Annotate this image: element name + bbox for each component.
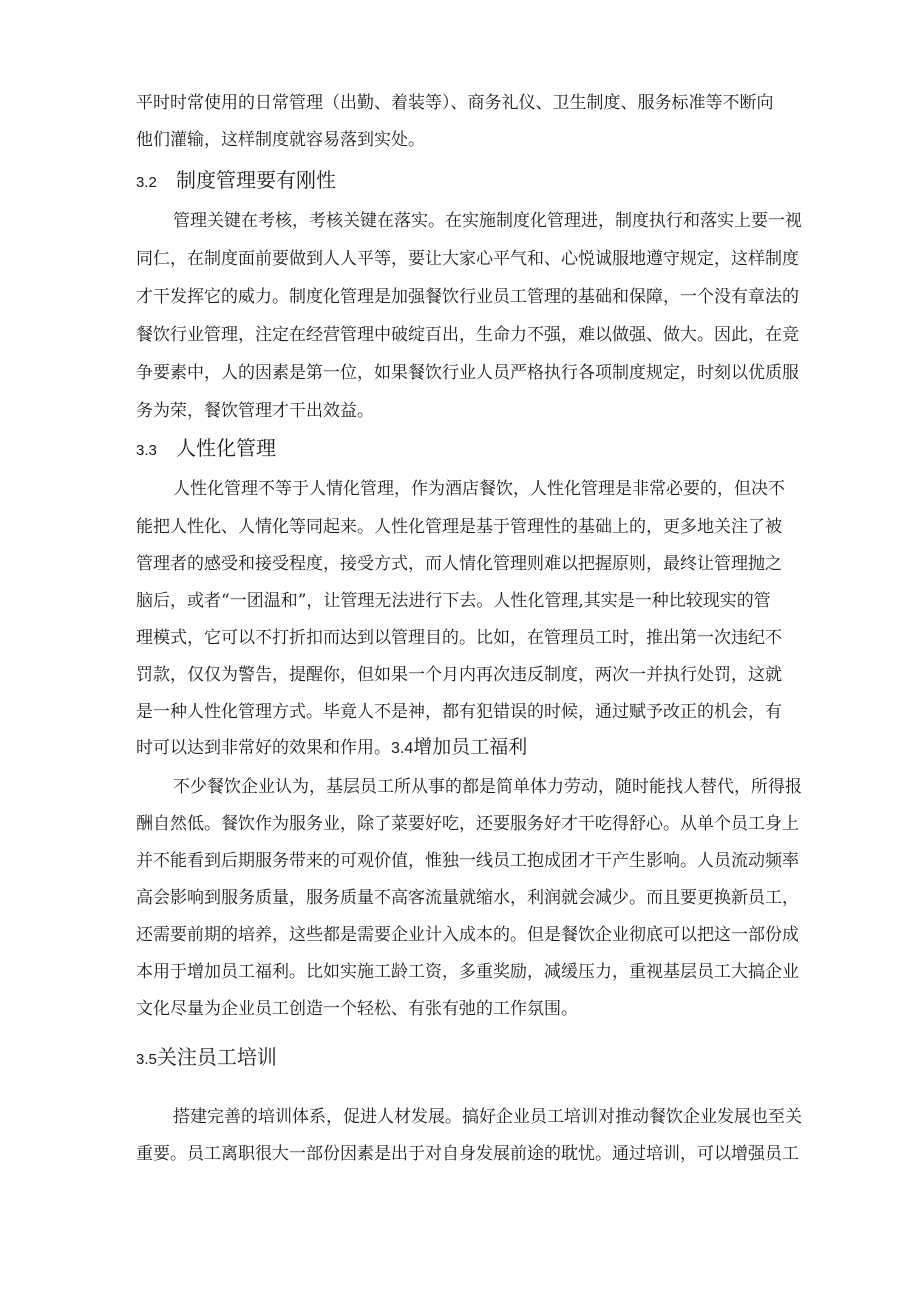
paragraph-line: 搭建完善的培训体系，促进人材发展。搞好企业员工培训对推动餐饮企业发展也至关 [173,1107,802,1127]
paragraph-line: 才干发挥它的威力。制度化管理是加强餐饮行业员工管理的基础和保障，一个没有章法的 [136,287,799,307]
section-heading [136,432,276,461]
paragraph-line: 并不能看到后期服务带来的可观价值，惟独一线员工抱成团才干产生影响。人员流动频率 [136,851,799,871]
paragraph-line: 务为荣，餐饮管理才干出效益。 [136,401,374,421]
paragraph-line: 文化尽量为企业员工创造一个轻松、有张有弛的工作氛围。 [136,999,578,1019]
paragraph-line: 罚款，仅仅为警告，提醒你，但如果一个月内再次违反制度，两次一并执行处罚，这就 [136,665,782,685]
paragraph-line: 同仁，在制度面前要做到人人平等，要让大家心平气和、心悦诚服地遵守规定，这样制度 [136,249,799,269]
section-heading [136,1041,277,1070]
paragraph-line: 还需要前期的培养，这些都是需要企业计入成本的。但是餐饮企业彻底可以把这一部份成 [136,925,799,945]
paragraph-line: 是一种人性化管理方式。毕竟人不是神，都有犯错误的时候，通过赋予改正的机会，有 [136,702,782,722]
paragraph-text: 时可以达到非常好的效果和作用。 [136,738,391,758]
paragraph-line: 人性化管理不等于人情化管理，作为酒店餐饮，人性化管理是非常必要的，但决不 [173,479,785,499]
section-title: 增加员工福利 [413,736,528,758]
section-title: 关注员工培训 [156,1045,277,1069]
paragraph-line: 重要。员工离职很大一部份因素是出于对自身发展前途的耽忧。通过培训，可以增强员工 [136,1144,799,1164]
paragraph-line: 不少餐饮企业认为，基层员工所从事的都是简单体力劳动，随时能找人替代，所得报 [173,777,802,797]
paragraph-line: 高会影响到服务质量，服务质量不高客流量就缩水，利润就会减少。而且要更换新员工， [136,888,799,908]
section-title: 人性化管理 [176,436,276,460]
paragraph-line: 餐饮行业管理，注定在经营管理中破绽百出，生命力不强，难以做强、做大。因此，在竞 [136,325,799,345]
paragraph-line: 管理关键在考核，考核关键在落实。在实施制度化管理进，制度执行和落实上要一视 [173,211,802,231]
section-number: 3.2 [136,174,157,191]
paragraph-line: 本用于增加员工福利。比如实施工龄工资，多重奖励，减缓压力，重视基层员工大搞企业 [136,962,799,982]
paragraph-line: 酬自然低。餐饮作为服务业，除了菜要好吃，还要服务好才干吃得舒心。从单个员工身上 [136,814,799,834]
paragraph-line: 他们灌输，这样制度就容易落到实处。 [136,130,425,150]
paragraph-line: 脑后，或者“一团温和”，让管理无法进行下去。人性化管理,其实是一种比较现实的管 [136,591,771,611]
paragraph-line: 理模式，它可以不打折扣而达到以管理目的。比如，在管理员工时，推出第一次违纪不 [136,628,782,648]
section-heading [136,164,336,193]
section-number: 3.3 [136,442,157,459]
paragraph-line: 平时时常使用的日常管理（出勤、着装等）、商务礼仪、卫生制度、服务标准等不断向 [136,93,774,113]
paragraph-line-with-heading [136,736,527,760]
section-number: 3.4 [391,740,414,757]
paragraph-line: 能把人性化、人情化等同起来。人性化管理是基于管理性的基础上的，更多地关注了被 [136,517,782,537]
paragraph-line: 争要素中，人的因素是第一位，如果餐饮行业人员严格执行各项制度规定，时刻以优质服 [136,363,799,383]
section-number: 3.5 [136,1051,157,1068]
paragraph-line: 管理者的感受和接受程度，接受方式，而人情化管理则难以把握原则，最终让管理抛之 [136,554,782,574]
section-title: 制度管理要有刚性 [176,168,336,192]
